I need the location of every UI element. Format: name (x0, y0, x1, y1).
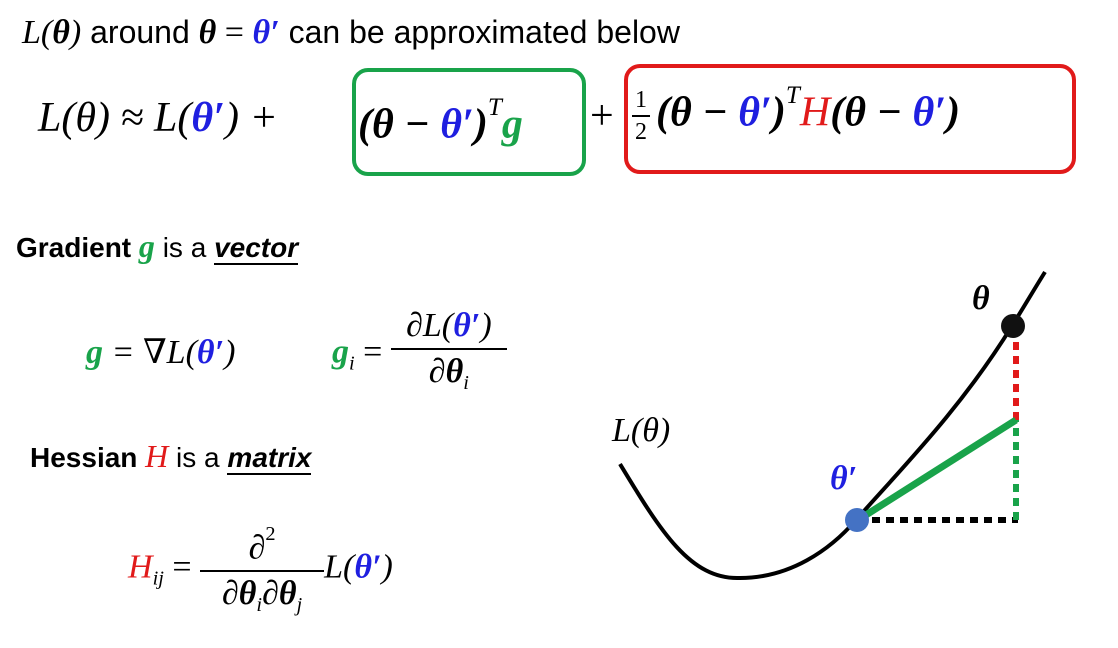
intro-line: L(θ) around θ = θ′ can be approximated below (22, 14, 680, 51)
curve-label: L(θ) (612, 412, 671, 449)
hessian-fraction: $\frac{\partial^2}{\partial\theta_i\partial\theta_j}$ (200, 514, 324, 625)
tangent-line (858, 420, 1016, 520)
theta-prime-label: θ′ (830, 460, 858, 497)
gradient-term: $(\theta - \theta')^Tg$ (358, 94, 523, 148)
L-symbol: L( (22, 14, 53, 51)
hessian-term: $\frac{1}{2}$ $(\theta - \theta')^TH(\theta - \theta')$ (632, 82, 960, 145)
hessian-definition: $H_{ij}$ = $\frac{\partial^2}{\partial\theta_i\partial\theta_j}$ L(θ′) (128, 514, 393, 625)
theta-point (1001, 314, 1025, 338)
gradient-heading: Gradient g is a vector (16, 228, 299, 264)
gradient-component: $g_i$ = $\frac{\partial L(\theta')}{\partial\theta_i}$ (332, 306, 507, 403)
theta-prime-point (845, 508, 869, 532)
gradient-fraction: $\frac{\partial L(\theta')}{\partial\theta_i}$ (391, 306, 507, 403)
taylor-lhs: L(θ) ≈ L(θ′) + (38, 95, 278, 141)
hessian-heading: Hessian H is a matrix (30, 438, 312, 474)
theta-label: θ (972, 280, 990, 317)
plus-sign: + (590, 93, 614, 139)
one-half-fraction: $\frac{1}{2}$ (632, 87, 650, 145)
gradient-definition: g = ∇L(θ′) (86, 334, 236, 371)
